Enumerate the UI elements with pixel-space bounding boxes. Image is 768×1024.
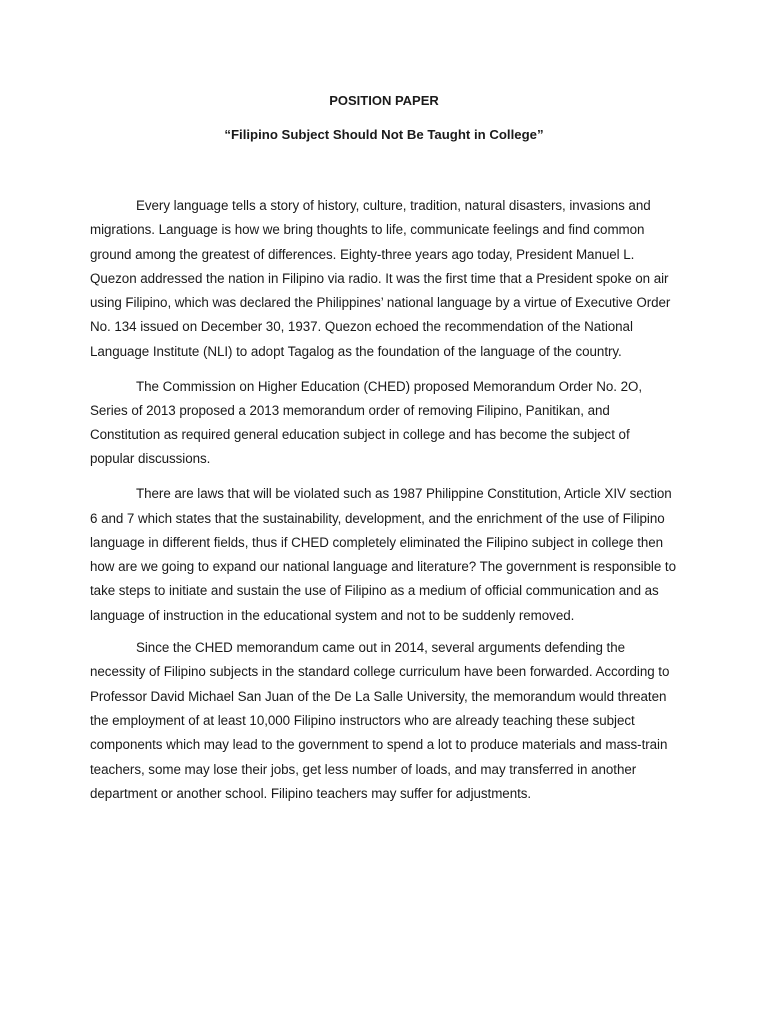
page-subtitle: “Filipino Subject Should Not Be Taught in College” bbox=[224, 127, 544, 142]
paragraph-constitution-laws: There are laws that will be violated such as 1987 Philippine Constitution, Article XIV section 6 and 7 which states that the sustainability, development, and the enrichment of the use of Filipino language in different fields, thus if CHED completely eliminated the Filipino subject in college then how are we going to expand our national language and literature? The government is responsible to take steps to initiate and sustain the use of Filipino as a medium of official communication and as language of instruction in the educational system and not to be suddenly removed. bbox=[90, 486, 676, 623]
document-body bbox=[90, 194, 676, 817]
paragraph-ched-memorandum: The Commission on Higher Education (CHED) proposed Memorandum Order No. 2O, Series of 2013 proposed a 2013 memorandum order of removing Filipino, Panitikan, and Constitution as required general education subject in college and has become the subject of popular discussions. bbox=[90, 378, 643, 467]
paragraph-arguments-defending: Since the CHED memorandum came out in 2014, several arguments defending the necessity of Filipino subjects in the standard college curriculum have been forwarded. According to Professor David Michael San Juan of the De La Salle University, the memorandum would threaten the employment of at least 10,000 Filipino instructors who are already teaching these subject components which may lead to the government to spend a lot to produce materials and mass-train teachers, some may lose their jobs, get less number of loads, and may transferred in another department or another school. Filipino teachers may suffer for adjustments. bbox=[90, 640, 670, 801]
page-title: POSITION PAPER bbox=[329, 93, 439, 108]
paragraph-history-of-language: Every language tells a story of history, culture, tradition, natural disasters, invasions and migrations. Language is how we bring thoughts to life, communicate feelings and find common ground among the greatest of differences. Eighty-three years ago today, President Manuel L. Quezon addressed the nation in Filipino via radio. It was the first time that a President spoke on air using Filipino, which was declared the Philippines’ national language by a virtue of Executive Order No. 134 issued on December 30, 1937. Quezon echoed the recommendation of the National Language Institute (NLI) to adopt Tagalog as the foundation of the language of the country. bbox=[90, 198, 671, 359]
